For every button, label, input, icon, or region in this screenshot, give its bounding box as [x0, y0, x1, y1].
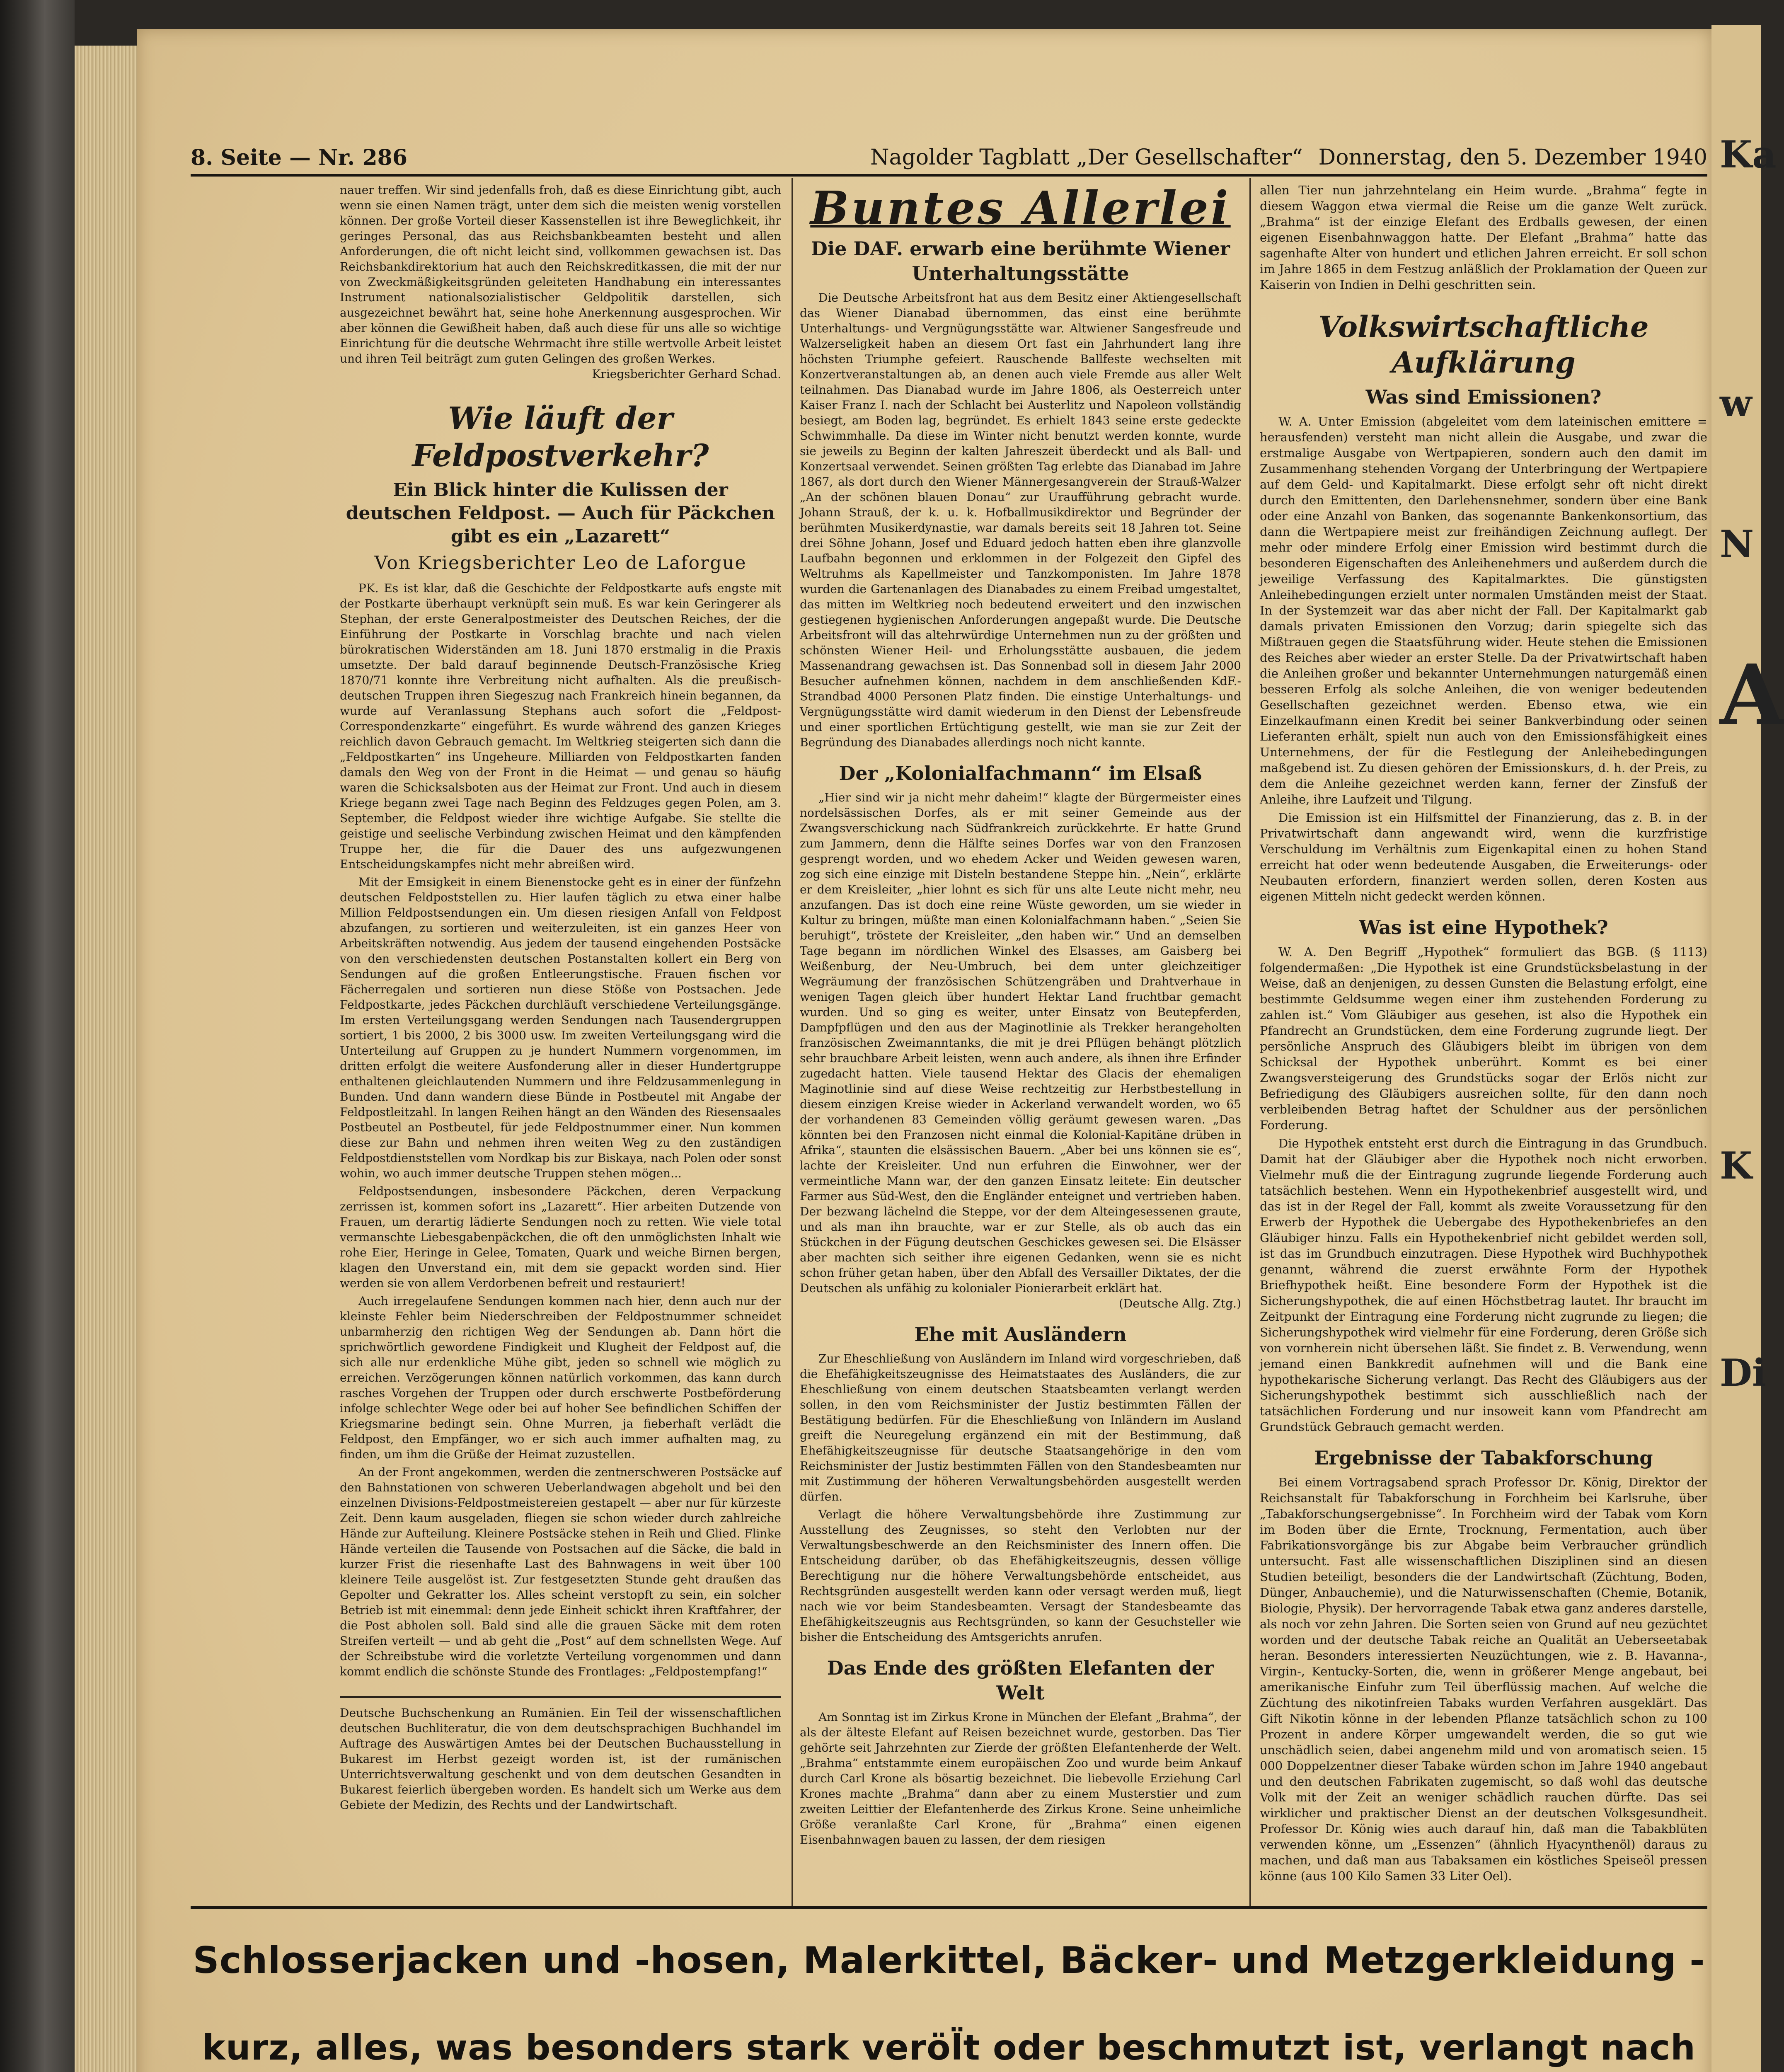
notice-text: Deutsche Buchschenkung an Rumänien. Ein Teil der wissenschaftlichen deutschen Buchliteratur, die von dem deutschsprachigen Buchhandel im Auftrage des Auswärtigen Amtes bei der Deutschen Buchausstellung in Bukarest im Herbst gezeigt worden ist, ist der rumänischen Unterrichtsverwaltung geschenkt und von dem deutschen Gesandten in Bukarest feierlich übergeben worden. Es handelt sich um Werke aus dem Gebiete der Medizin, des Rechts und der Landwirtschaft. — [340, 1706, 781, 1812]
paragraph: Am Sonntag ist im Zirkus Krone in München der Elefant „Brahma“, der als der älteste Elefant auf Reisen bezeichnet wurde, gestorben. Das Tier gehörte seit Jahrzehnten zur Zierde der größten Elefantenherde der Welt. „Brahma“ entstammte einem europäischen Zoo und wurde beim Ankauf durch Carl Krone als bösartig bezeichnet. Die liebevolle Erziehung Carl Krones machte „Brahma“ dann aber zu einem Musterstier und zum zweiten Leittier der Elefantenherde des Zirkus Krone. Seine unheimliche Größe veranlaßte Carl Krone, für „Brahma“ einen eigenen Eisenbahnwagen bauen zu lassen, der dem riesigen — [800, 1710, 1241, 1847]
section-title-volkswirtschaft: Volkswirtschaftliche Aufklärung — [1318, 310, 1649, 380]
paragraph: W. A. Den Begriff „Hypothek“ formuliert das BGB. (§ 1113) folgendermaßen: „Die Hypothek ist eine Grundstücksbelastung in der Weise, daß an denjenigen, zu dessen Gunsten die Belastung erfolgt, eine bestimmte Geldsumme wegen einer ihm zustehenden Forderung zu zahlen ist.“ Vom Gläubiger aus gesehen, ist also die Hypothek ein Pfandrecht an Grundstücken, dem eine Forderung zugrunde liegt. Der persönliche Anspruch des Gläubigers bleibt im übrigen von dem Schicksal der Hypothek unberührt. Kommt es bei einer Zwangsversteigerung des Grundstücks sogar der Erlös nicht zur Befriedigung des Gläubigers ausreichen sollte, für den dann noch verbleibenden Betrag haftet der Schuldner aus der persönlichen Forderung. — [1260, 945, 1707, 1132]
byline: Kriegsberichter Gerhard Schad. — [592, 367, 781, 381]
paragraph: Die Emission ist ein Hilfsmittel der Finanzierung, das z. B. in der Privatwirtschaft dann angewandt wird, wenn die kurzfristige Verschuldung im Verhältnis zum Eigenkapital einen zu hohen Stand erreicht hat oder wenn bedeutende Ausgaben, die Erweiterungs- oder Neubauten erfordern, finanziert werden sollen, deren Kosten aus eigenen Mitteln nicht gedeckt werden können. — [1260, 811, 1707, 903]
subhead: Der „Kolonialfachmann“ im Elsaß — [839, 762, 1202, 784]
paragraph: Auch irregelaufene Sendungen kommen nach hier, denn auch nur der kleinste Fehler beim Niederschreiben der Feldpostnummer schneidet unbarmherzig den richtigen Weg der Sendungen ab. Dann hört die sprichwörtlich gewordene Findigkeit und Klugheit der Feldpost auf, die sich alle nur erdenkliche Mühe gibt, jeden so schnell wie möglich zu erreichen. Verzögerungen können natürlich vorkommen, das kann durch rasches Vorgehen der Truppen oder durch erschwerte Postbeförderung infolge schlechter Wege oder bei auf hoher See befindlichen Schiffen der Kriegsmarine bedingt sein. Ohne Murren, ja fieberhaft verlädt die Feldpost, den Empfänger, wo er sich auch immer aufhalten mag, zu finden, um ihm die Grüße der Heimat zuzustellen. — [340, 1294, 781, 1461]
headline-feldpost: Wie läuft der Feldpostverkehr? — [412, 401, 709, 474]
paragraph: Feldpostsendungen, insbesondere Päckchen, deren Verpackung zerrissen ist, kommen sofort ins „Lazarett“. Hier arbeiten Dutzende von Frauen, um derartig lädierte Sendungen noch zu retten. Wie viele total vermanschte Liebesgabenpäckchen, die oft den unmöglichsten Inhalt wie rohe Eier, Heringe in Gelee, Tomaten, Quark und weiche Birnen bergen, klagen den Unverstand ein, mit dem sie gepackt worden sind. Hier werden sie von allem Verdorbenen befreit und restauriert! — [340, 1184, 781, 1290]
paragraph: An der Front angekommen, werden die zentnerschweren Postsäcke auf den Bahnstationen von schweren Ueberlandwagen abgeholt und bei den einzelnen Divisions-Feldpostmeistereien gestapelt — aber nur für kürzeste Zeit. Denn kaum ausgeladen, fliegen sie schon wieder durch zahlreiche Hände zur Aufteilung. Kleinere Postsäcke stehen in Reih und Glied. Flinke Hände verteilen die Tausende von Postsachen auf die Säcke, die bald in kurzer Frist die riesenhafte Last des Bahnwagens in weit über 100 kleinere Teile ausgelöst ist. Zur festgesetzten Stunde geht draußen das Gepolter und Gekratter los. Alles scheint verstopft zu sein, ein solcher Betrieb ist mit einemmal: denn jede Einheit schickt ihren Kraftfahrer, der die Post abholen soll. Bald sind alle die grauen Säcke mit dem roten Streifen verteilt — und ab geht die „Post“ auf dem schnellsten Wege. Auf der Schreibstube wird die vorletzte Verteilung vorgenommen und dann kommt endlich die schönste Stunde des Frontlages: „Feldpostempfang!“ — [340, 1465, 781, 1678]
paragraph: Zur Eheschließung von Ausländern im Inland wird vorgeschrieben, daß die Ehefähigkeitszeugnisse des Heimatstaates des Ausländers, die zur Eheschließung von einem deutschen Staatsbeamten verlangt werden sollen, in den vom Reichsminister der Justiz bestimmten Fällen der Bestätigung bedürfen. Für die Eheschließung von Inländern im Ausland greift die Neuregelung ergänzend ein mit der Bestimmung, daß Ehefähigkeitszeugnisse für deutsche Staatsangehörige in den vom Reichsminister der Justiz bestimmten Fällen von den Standesbeamten nur mit Zustimmung der höheren Verwaltungsbehörden ausgestellt werden dürfen. — [800, 1352, 1241, 1503]
subhead: Ergebnisse der Tabakforschung — [1314, 1447, 1653, 1469]
ad-line: Schlosserjacken und -hosen, Malerkittel, Bäcker- und Metzgerkleidung - — [193, 1939, 1705, 1982]
column-divider — [1249, 178, 1251, 1906]
paragraph: Mit der Emsigkeit in einem Bienenstocke geht es in einer der fünfzehn deutschen Feldpoststellen zu. Hier laufen täglich zu etwa einer halbe Million Feldpostsendungen ein. Um diesen riesigen Anfall von Feldpost abzufangen, zu sortieren und weiterzuleiten, ist ein ganzes Heer von Arbeitskräften notwendig. Aus jedem der tausend eingehenden Postsäcke von den verschiedensten deutschen Postanstalten kollert ein Berg von Sendungen auf die großen Entleerungstische. Frauen fischen vor Fächerregalen und sortieren nun diese Stöße von Postsachen. Jede Feldpostkarte, jedes Päckchen durchläuft verschiedene Verteilungsgänge. Im ersten Verteilungsgang werden Sendungen nach Tausendergruppen sortiert, 1 bis 2000, 2 bis 3000 usw. Im zweiten Verteilungsgang wird die Unterteilung auf Gruppen zu je hundert Nummern vorgenommen, im dritten erfolgt die weitere Ausfonderung aller in dieser Hundertgruppe enthaltenen gleichlautenden Nummern und ihre Feldzusammenlegung in Bunden. Und dann wandern diese Bünde in Postbeutel mit Angabe der Feldpostleitzahl. In langen Reihen hängt an den Wänden des Riesensaales Postbeutel an Postbeutel, für jede Feldpostnummer einer. Nun kommen diese zur Bahn und nehmen ihren weiten Weg zu den zuständigen Feldpostdienststellen vom Nordkap bis zur Biskaya, nach Polen oder sonst wohin, wo auch immer deutsche Truppen stehen mögen... — [340, 875, 781, 1180]
subhead: Das Ende des größten Elefanten der Welt — [827, 1657, 1214, 1704]
column-3 — [1260, 182, 1707, 1902]
next-page-edge — [1711, 25, 1784, 2072]
notice-box — [340, 1696, 781, 1813]
book-binding — [0, 0, 75, 2072]
header-rule — [191, 174, 1707, 177]
page-header — [191, 145, 1707, 178]
next-page-glyph: Di — [1720, 1351, 1767, 1395]
page-number: 8. Seite — Nr. 286 — [191, 145, 407, 170]
page-edges — [75, 46, 141, 2072]
article-continuation: nauer treffen. Wir sind jedenfalls froh, daß es diese Einrichtung gibt, auch wenn sie einen Namen trägt, unter dem sich die meisten wenig vorstellen können. Der große Vorteil dieser Kassenstellen ist ihre Beweglichkeit, ihr geringes Personal, das aus Reichsbankbeamten besteht und allen Anforderungen, die oft nicht leicht sind, vollkommen gewachsen ist. Das Reichsbankdirektorium hat auch den Reichskreditkassen, die mit der nur von Zweckmäßigkeitsgründen geleiteten Handhabung ein interessantes Instrument nationalsozialistischer Geldpolitik darstellen, sich ausgezeichnet bewährt hat, seine hohe Anerkennung ausgesprochen. Wir aber können die Gewißheit haben, daß auch diese für uns alle so wichtige Einrichtung für die deutsche Wehrmacht ihre stille wertvolle Arbeit leistet und ihren Teil beiträgt zum guten Gelingen des großen Werkes. — [340, 183, 781, 366]
next-page-glyph: Ka — [1720, 133, 1777, 177]
subhead: Die DAF. erwarb eine berühmte Wiener Unterhaltungsstätte — [811, 237, 1230, 285]
column-1 — [340, 182, 781, 1902]
next-page-glyph: K — [1720, 1144, 1753, 1188]
newspaper-title: Nagolder Tagblatt „Der Gesellschafter“ — [870, 145, 1303, 170]
section-title-buntes-allerlei: Buntes Allerlei — [810, 181, 1231, 235]
paragraph: „Hier sind wir ja nicht mehr daheim!“ klagte der Bürgermeister eines nordelsässischen Dorfes, als er mit seiner Gemeinde aus der Zwangsverschickung nach Südfrankreich zurückkehrte. Er hatte Grund zum Jammern, denn die Hälfte seines Dorfes war von den Franzosen gesprengt worden, und wo ehedem Acker und Weiden gewesen waren, zog sich eine einzige mit Disteln bestandene Steppe hin. „Nein“, erklärte er dem Kreisleiter, „hier lohnt es sich für uns alte Leute nicht mehr, neu anzufangen. Das ist doch eine reine Wüste geworden, um sie wieder in Kultur zu bringen, müßte man einen Kolonialfachmann haben.“ „Seien Sie beruhigt“, tröstete der Kreisleiter, „den haben wir.“ Und an demselben Tage begann im nördlichen Winkel des Elsasses, am Gaisberg bei Weißenburg, der Neu-Umbruch, bei dem unter gleichzeitiger Wegräumung der französischen Schützengräben und Drahtverhaue in wenigen Tagen gleich über hundert Hektar Land fruchtbar gemacht wurden. Und so ging es weiter, unter Einsatz von Beutepferden, Dampfpflügen und den aus der Maginotlinie als Trekker herangeholten französischen Zweimanntanks, die mit je drei Pflügen behängt plötzlich sehr brauchbare Arbeit leisten, wenn auch andere, als ihnen ihre Erfinder zugedacht hatten. Viele tausend Hektar des Glacis der ehemaligen Maginotlinie sind auf diese Weise rechtzeitig zur Herbstbestellung in diesem einzigen Kreise wieder in Ackerland verwandelt worden, wo 65 der vorhandenen 83 Gemeinden völlig geräumt gewesen waren. „Das könnten bei den Franzosen nicht einmal die Kolonial-Kapitäne drüben in Afrika“, staunten die elsässischen Bauern. „Aber bei uns können sie es“, lachte der Kreisleiter. Und nun erfuhren die Einwohner, wer der vermeintliche Mann war, der den ganzen Einsatz leitete: Ein deutscher Farmer aus Süd-West, den die Engländer enteignet und vertrieben haben. Der bezwang lächelnd die Steppe, vor der dem Alteingesessenen graute, und als man ihn brauchte, war er zur Stelle, als ob auch das ein Stückchen in der Fügung deutschen Geschickes gewesen sei. Die Elsässer aber machten sich seither ihre eigenen Gedanken, wenn sie es nicht schon früher getan haben, über den Abfall des Versailler Diktates, der die Deutschen als unfähig zu kolonialer Pionierarbeit erklärt hat. — [800, 791, 1241, 1295]
next-page-glyph: N — [1720, 522, 1754, 566]
article-continuation: allen Tier nun jahrzehntelang ein Heim wurde. „Brahma“ fegte in diesem Waggon etwa viermal die Reise um die ganze Welt zurück. „Brahma“ ist der einzige Elefant des Erdballs gewesen, der einen eigenen Eisenbahnwaggon hatte. Der Elefant „Brahma“ hatte das sagenhafte Alter von hundert und etlichen Jahren erreicht. Er soll schon im Jahre 1865 in dem Festzug anläßlich der Proklamation der Queen zur Kaiserin von Indien in Delhi geschritten sein. — [1260, 183, 1707, 292]
paragraph: Die Deutsche Arbeitsfront hat aus dem Besitz einer Aktiengesellschaft das Wiener Dianabad übernommen, das einst eine berühmte Unterhaltungs- und Vergnügungsstätte war. Altwiener Sangesfreude und Walzerseligkeit haben an diesem Ort fast ein Jahrhundert lang ihre höchsten Triumphe gefeiert. Rauschende Ballfeste wechselten mit Konzertveranstaltungen ab, an denen auch viele Fremde aus aller Welt teilnahmen. Das Dianabad wurde im Jahre 1806, als Oesterreich unter Kaiser Franz I. nach der Schlacht bei Austerlitz und Napoleon vollständig besiegt, am Boden lag, begründet. Es erhielt 1843 seine erste gedeckte Schwimmhalle. Da diese im Winter nicht benutzt werden konnte, wurde sie jeweils zu Beginn der kalten Jahreszeit überdeckt und als Ball- und Konzertsaal verwendet. Seinen größten Tag erlebte das Dianabad im Jahre 1867, als dort durch den Wiener Männergesangverein der Strauß-Walzer „An der schönen blauen Donau“ zur Uraufführung gebracht wurde. Johann Strauß, der k. u. k. Hofballmusikdirektor und Begründer der berühmten Musikerdynastie, war damals bereits seit 18 Jahren tot. Seine drei Söhne Johann, Josef und Eduard jedoch hatten eben ihre glanzvolle Laufbahn begonnen und erklommen in der Folgezeit den Gipfel des Weltruhms als Kapellmeister und Tanzkomponisten. Im Jahre 1878 wurden die Gartenanlagen des Dianabades zu einem Freibad umgestaltet, das mitten im Weltkrieg noch bedeutend erweitert und den inzwischen gestiegenen hygienischen Anforderungen angepaßt wurde. Die Deutsche Arbeitsfront will das altehrwürdige Unternehmen nun zu der größten und schönsten Wiener Heil- und Erholungsstätte ausbauen, die jedem Massenandrang gewachsen ist. Das Sonnenbad soll in diesem Jahr 2000 Besucher aufnehmen können, nachdem in dem anschließenden KdF.-Strandbad 4000 Personen Platz finden. Die einstige Unterhaltungs- und Vergnügungsstätte wird damit wiederum in den Dienst der Lebensfreude und einer sportlichen Ertüchtigung gestellt, wie man sie zur Zeit der Begründung des Dianabades allerdings noch nicht kannte. — [800, 291, 1241, 749]
subhead: Was ist eine Hypothek? — [1359, 916, 1608, 939]
paragraph: PK. Es ist klar, daß die Geschichte der Feldpostkarte aufs engste mit der Postkarte überhaupt verknüpft sein muß. Es war kein Geringerer als Stephan, der erste Generalpostmeister des Deutschen Reiches, der die Einführung der Postkarte in Vorschlag brachte und nach vielen bürokratischen Widerständen am 18. Juni 1870 erstmalig in die Praxis umsetzte. Der bald darauf beginnende Deutsch-Französische Krieg 1870/71 konnte ihre Verbreitung nicht aufhalten. Als die preußisch-deutschen Truppen ihren Siegeszug nach Frankreich hinein begannen, da wurde auf Veranlassung Stephans auch sofort die „Feldpost-Correspondenzkarte“ eingeführt. Es wurde während des ganzen Krieges reichlich davon Gebrauch gemacht. Im Weltkrieg steigerten sich dann die „Feldpostkarten“ ins Ungeheure. Milliarden von Feldpostkarten fanden damals den Weg von der Front in die Heimat — und genau so häufig waren die Schicksalsboten aus der Heimat zur Front. Und auch in diesem Kriege begann zwei Tage nach Beginn des Feldzuges gegen Polen, am 3. September, die Feldpost wieder ihre wichtige Aufgabe. Sie stellte die geistige und seelische Verbindung zwischen Heimat und den kämpfenden Truppe her, die für die Dauer des uns aufgezwungenen Entscheidungskampfes nicht mehr abreißen wird. — [340, 581, 781, 871]
ad-line: kurz, alles, was besonders stark veröl̈t oder beschmutzt ist, verlangt nach — [202, 2027, 1696, 2068]
paragraph: Die Hypothek entsteht erst durch die Eintragung in das Grundbuch. Damit hat der Gläubiger aber die Hypothek noch nicht erworben. Vielmehr muß die der Eintragung zugrunde liegende Forderung auch tatsächlich bestehen. Wenn ein Hypothekenbrief ausgestellt wird, und das ist in der Regel der Fall, kommt als zweite Voraussetzung für den Erwerb der Hypothek die Uebergabe des Hypothekenbriefes an den Gläubiger hinzu. Falls ein Hypothekenbrief nicht gebildet werden soll, ist das im Grundbuch einzutragen. Diese Hypothek wird Buchhypothek genannt, während die zuerst erwähnte Form der Hypothek Briefhypothek heißt. Eine besondere Form der Hypothek ist die Sicherungshypothek, die auf einen Höchstbetrag lautet. Ihr braucht im Zeitpunkt der Eintragung eine Forderung nicht zugrunde zu liegen; die Sicherungshypothek wird vielmehr für eine Forderung, deren Größe sich von vornherein nicht übersehen läßt. Sie findet z. B. Verwendung, wenn jemand einen Bankkredit aufnehmen will und die Bank eine hypothekarische Sicherung verlangt. Das Recht des Gläubigers aus der Sicherungshypothek bestimmt sich ausschließlich nach der tatsächlichen Forderung und nur insoweit kann vom Pfandrecht am Grundstück Gebrauch gemacht werden. — [1260, 1136, 1707, 1434]
next-page-glyph: w — [1720, 381, 1752, 425]
subheadline-feldpost: Ein Blick hinter die Kulissen der deutschen Feldpost. — Auch für Päckchen gibt es ein „Lazarett“ — [346, 479, 775, 547]
column-divider — [792, 178, 793, 1906]
issue-date: Donnerstag, den 5. Dezember 1940 — [1318, 145, 1707, 170]
subhead: Was sind Emissionen? — [1365, 386, 1602, 408]
author: Von Kriegsberichter Leo de Laforgue — [374, 552, 747, 574]
paragraph: Verlagt die höhere Verwaltungsbehörde ihre Zustimmung zur Ausstellung des Zeugnisses, so steht den Verlobten nur der Verwaltungsbeschwerde an den Reichsminister des Innern offen. Die Entscheidung darüber, ob das Ehefähigkeitszeugnis, dessen völlige Berechtigung nur die höhere Verwaltungsbehörde entscheidet, aus Rechtsgründen ausgestellt werden kann oder versagt werden muß, liegt nach wie vor beim Standesbeamten. Versagt der Standesbeamte das Ehefähigkeitszeugnis aus Rechtsgründen, so kann der Gesuchsteller wie bisher die Entscheidung des Amtsgerichts anrufen. — [800, 1508, 1241, 1644]
column-2 — [800, 182, 1241, 1902]
paragraph: W. A. Unter Emission (abgeleitet vom dem lateinischen emittere = herausfenden) versteht man nicht allein die Ausgabe, und zwar die erstmalige Ausgabe von Wertpapieren, sondern auch den damit im Zusammenhang stehenden Vorgang der Unterbringung der Wertpapiere auf dem Geld- und Kapitalmarkt. Diese erfolgt sehr oft nicht direkt durch den Emittenten, den Darlehensnehmer, sondern über eine Bank oder eine Anzahl von Banken, das sogenannte Bankenkonsortium, das dann die Wertpapiere meist zur freihändigen Zeichnung auflegt. Der mehr oder mindere Erfolg einer Emission wird bestimmt durch die besonderen Eigenschaften des Anleihenehmers und außerdem durch die jeweilige Verfassung des Kapitalmarktes. Die günstigsten Anleihebedingungen erzielt unter normalen Umständen meist der Staat. In der Systemzeit war das aber nicht der Fall. Der Kapitalmarkt gab damals privaten Emissionen den Vorzug; darin spiegelte sich das Mißtrauen gegen die Staatsführung wider. Heute stehen die Emissionen des Reiches aber wieder an erster Stelle. Da der Privatwirtschaft haben die Anleihen großer und bekannter Unternehmungen naturgemäß einen besseren Erfolg als solche Anleihen, die von weniger bedeutenden Gesellschaften gezeichnet werden. Ebenso etwa, wie ein Einzelkaufmann einen Kredit bei seiner Bankverbindung oder seinen Lieferanten erhält, spielt nun auch von den Emissionsfähigkeit eines Unternehmens, der für die Festlegung der Anleihebedingungen maßgebend ist. Zu diesen gehören der Emissionskurs, d. h. der Preis, zu dem die Anleihe gezeichnet werden kann, ferner der Zinsfuß der Anleihe, ihre Laufzeit und Tilgung. — [1260, 414, 1707, 806]
next-page-glyph: A — [1720, 646, 1784, 744]
paragraph: Bei einem Vortragsabend sprach Professor Dr. König, Direktor der Reichsanstalt für Tabakforschung in Forchheim bei Karlsruhe, über „Tabakforschungsergebnisse“. In Forchheim wird der Tabak vom Korn im Boden über die Ernte, Trocknung, Fermentation, auch über Fabrikationsvorgänge bis zur Abgabe beim Verbraucher gründlich untersucht. Fast alle wissenschaftlichen Disziplinen sind an diesen Studien beteiligt, besonders die der Landwirtschaft (Züchtung, Boden, Dünger, Anbauchemie), und die Naturwissenschaften (Chemie, Botanik, Biologie, Physik). Der hervorragende Tabak etwa ganz anderes darstelle, als noch vor zehn Jahren. Die Sorten seien von Grund auf neu gezüchtet worden und der deutsche Tabak reiche an Qualität an Ueberseetabak heran. Besonders interessierten Neuzüchtungen, wie z. B. Havanna-, Virgin-, Kentucky-Sorten, die, wenn in größerer Menge angebaut, bei amerikanische Einfuhr zum Teil überflüssig machen. Auf welche die Züchtung des nikotinfreien Tabaks wurden Verfahren ausgeklärt. Das Gift Nikotin könne in der lebenden Pflanze tatsächlich schon zu 100 Prozent in andere Körper umgewandelt werden, die so gut wie unschädlich seien, dabei angenehm mild und von aromatisch seien. 15 000 Doppelzentner dieser Tabake würden schon im Jahre 1940 angebaut und den deutschen Fabrikaten zugemischt, so daß wohl das deutsche Volk mit der Zeit an weniger schädlich rauchen dürfte. Das sei wirklicher und praktischer Dienst an der deutschen Volksgesundheit. Professor Dr. König wies auch darauf hin, daß man die Tabakblüten verwenden könne, um „Essenzen“ (ähnlich Hyacynthenöl) daraus zu machen, und daß man aus Tabaksamen ein köstliches Speiseöl pressen könne (aus 100 Kilo Samen 33 Liter Oel). — [1260, 1475, 1707, 1883]
source: (Deutsche Allg. Ztg.) — [1118, 1297, 1241, 1310]
imi-advertisement — [191, 1906, 1707, 2072]
subhead: Ehe mit Ausländern — [914, 1323, 1127, 1346]
